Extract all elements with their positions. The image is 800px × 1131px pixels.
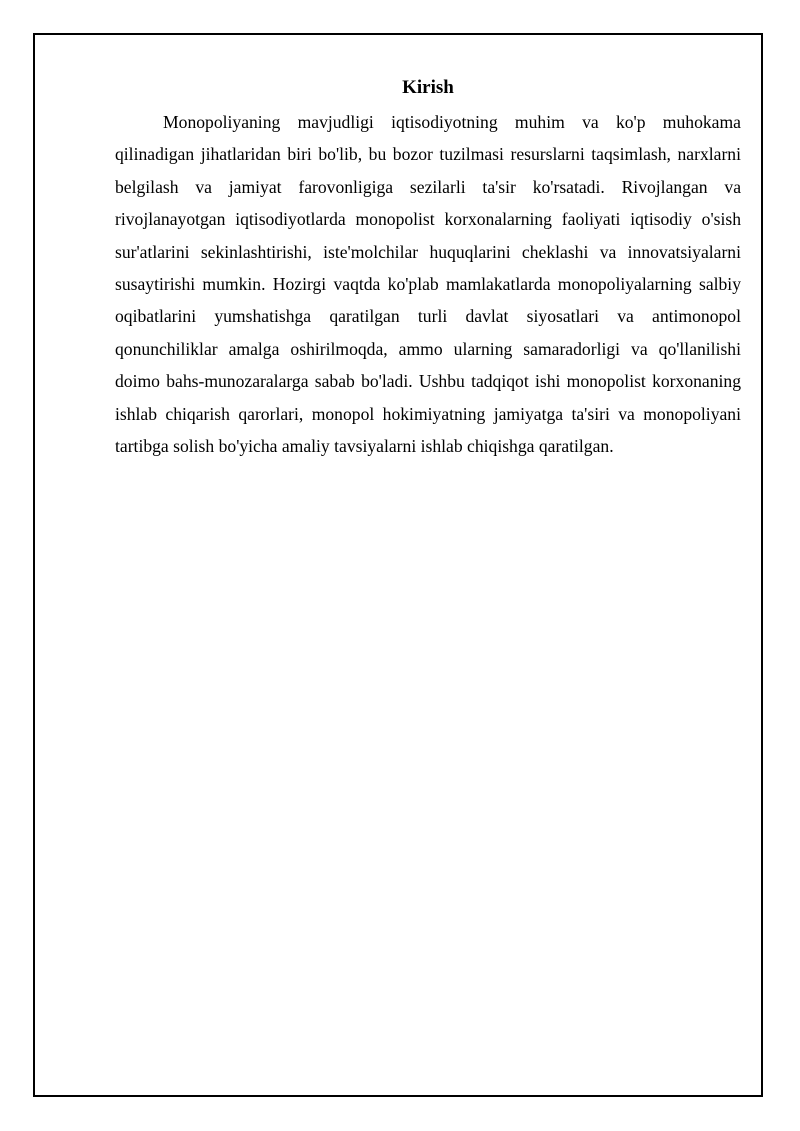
section-heading: Kirish bbox=[402, 77, 454, 98]
body-paragraph: Monopoliyaning mavjudligi iqtisodiyotning muhim va ko'p muhokama qilinadigan jihatlaridan biri bo'lib, bu bozor tuzilmasi resurslarni taqsimlash, narxlarni belgilash va jamiyat farovonligiga sezilarli ta'sir ko'rsatadi. Rivojlangan va rivojlanayotgan iqtisodiyotlarda monopolist korxonalarning faoliyati iqtisodiy o'sish sur'atlarini sekinlashtirishi, iste'molchilar huquqlarini cheklashi va innovatsiyalarni susaytirishi mumkin. Hozirgi vaqtda ko'plab mamlakatlarda monopoliyalarning salbiy oqibatlarini yumshatishga qaratilgan turli davlat siyosatlari va antimonopol qonunchiliklar amalga oshirilmoqda, ammo ularning samaradorligi va qo'llanilishi doimo bahs-munozaralarga sabab bo'ladi. Ushbu tadqiqot ishi monopolist korxonaning ishlab chiqarish qarorlari, monopol hokimiyatning jamiyatga ta'siri va monopoliyani tartibga solish bo'yicha amaliy tavsiyalarni ishlab chiqishga qaratilgan. bbox=[115, 112, 741, 457]
page-content bbox=[115, 74, 741, 462]
